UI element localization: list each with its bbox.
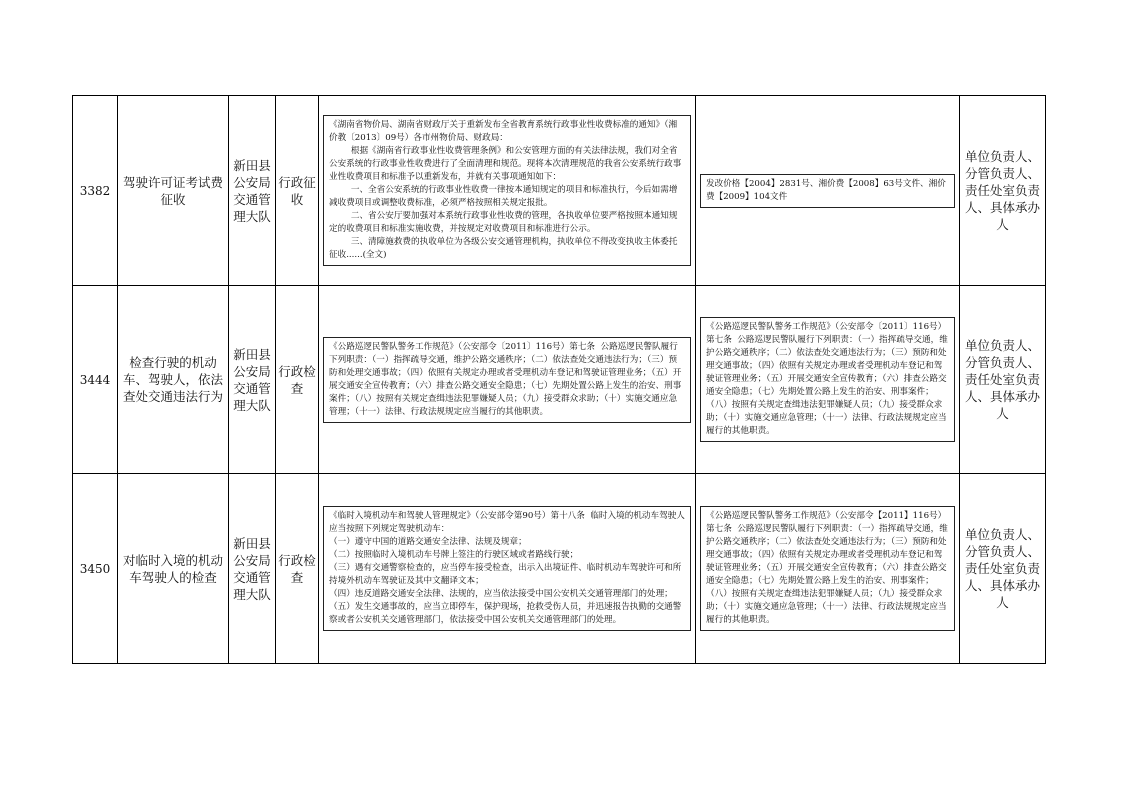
duty-box xyxy=(700,317,955,442)
basis-text: 《湖南省物价局、湖南省财政厅关于重新发布全省教育系统行政事业性收费标准的通知》（湘价教〔2013〕09号）各市州物价局、财政局： 根据《湖南省行政事业性收费管理条例》和公安管理方面的有关法律法规，我们对全省公安系统的行政事业性收费进行了全面清理和规范。现将本次清理规范的我省公安系统行政事业性收费项目和标准予以重新发布，并就有关事项通知如下： 一、全省公安系统的行政事业性收费一律按本通知规定的项目和标准执行，今后如需增减收费项目或调整收费标准，必须严格按照相关规定报批。 二、省公安厅要加强对本系统行政事业性收费的管理，各执收单位要严格按照本通知规定的收费项目和标准实施收费，并按规定对收费项目和标准进行公示。 三、清障施救费的执收单位为各级公安交通管理机构，执收单位不得改变执收主体委托征收......(全文) xyxy=(329,120,682,260)
duty-cell xyxy=(696,96,960,286)
department: 新田县公安局交通管理大队 xyxy=(229,286,276,474)
table-row xyxy=(73,474,1046,664)
power-type: 行政检查 xyxy=(276,474,319,664)
power-type: 行政检查 xyxy=(276,286,319,474)
basis-box xyxy=(323,506,691,631)
responsible-persons: 单位负责人、分管负责人、责任处室负责人、具体承办人 xyxy=(960,474,1046,664)
row-number: 3382 xyxy=(73,96,118,286)
basis-box xyxy=(323,337,691,423)
table-row xyxy=(73,286,1046,474)
basis-text: 《临时入境机动车和驾驶人管理规定》（公安部令第90号）第十八条 临时入境的机动车驾驶人应当按照下列规定驾驶机动车： （一）遵守中国的道路交通安全法律、法规及规章； （二）按照临时入境机动车号牌上签注的行驶区域或者路线行驶； （三）遇有交通警察检查的，应当停车接受检查，出示入出境证件、临时机动车驾驶许可和所持境外机动车驾驶证及其中文翻译文本； （四）违反道路交通安全法律、法规的，应当依法接受中国公安机关交通管理部门的处理； （五）发生交通事故的，应当立即停车，保护现场，抢救受伤人员，并迅速报告执勤的交通警察或者公安机关交通管理部门，依法接受中国公安机关交通管理部门的处理。 xyxy=(329,511,685,625)
duty-text: 发改价格【2004】2831号、湘价费【2008】63号文件、湘价费【2009】104文件 xyxy=(706,178,946,202)
duty-text: 《公路巡逻民警队警务工作规范》（公安部令〔2011〕116号）第七条 公路巡逻民警队履行下列职责：（一）指挥疏导交通，维护公路交通秩序；（二）依法查处交通违法行为；（三）预防和处理交通事故；（四）依照有关规定办理或者受理机动车登记和驾驶证管理业务；（五）开展交通安全宣传教育；（六）排查公路交通安全隐患；（七）先期处置公路上发生的治安、刑事案件；（八）按照有关规定查缉违法犯罪嫌疑人员；（九）接受群众求助；（十）实施交通应急管理；（十一）法律、行政法规规定应当履行的其他职责。 xyxy=(706,322,948,436)
department: 新田县公安局交通管理大队 xyxy=(229,96,276,286)
basis-cell xyxy=(319,474,696,664)
responsibility-table xyxy=(72,95,1046,664)
responsible-persons: 单位负责人、分管负责人、责任处室负责人、具体承办人 xyxy=(960,96,1046,286)
table-row xyxy=(73,96,1046,286)
duty-text: 《公路巡逻民警队警务工作规范》（公安部令【2011】116号）第七条 公路巡逻民警队履行下列职责：（一）指挥疏导交通，维护公路交通秩序；（二）依法查处交通违法行为；（三）预防和处理交通事故；（四）依照有关规定办理或者受理机动车登记和驾驶证管理业务；（五）开展交通安全宣传教育；（六）排查公路交通安全隐患；（七）先期处置公路上发生的治安、刑事案件；（八）按照有关规定查缉违法犯罪嫌疑人员；（九）接受群众求助；（十）实施交通应急管理；（十一）法律、行政法规规定应当履行的其他职责。 xyxy=(706,511,948,625)
duty-cell xyxy=(696,286,960,474)
item-name: 对临时入境的机动车驾驶人的检查 xyxy=(118,474,229,664)
duty-cell xyxy=(696,474,960,664)
row-number: 3450 xyxy=(73,474,118,664)
basis-cell xyxy=(319,286,696,474)
department: 新田县公安局交通管理大队 xyxy=(229,474,276,664)
row-number: 3444 xyxy=(73,286,118,474)
basis-box xyxy=(323,115,691,266)
duty-box xyxy=(700,174,955,208)
duty-box xyxy=(700,506,955,631)
item-name: 检查行驶的机动车、驾驶人，依法查处交通违法行为 xyxy=(118,286,229,474)
item-name: 驾驶许可证考试费征收 xyxy=(118,96,229,286)
responsible-persons: 单位负责人、分管负责人、责任处室负责人、具体承办人 xyxy=(960,286,1046,474)
basis-cell xyxy=(319,96,696,286)
power-type: 行政征收 xyxy=(276,96,319,286)
basis-text: 《公路巡逻民警队警务工作规范》（公安部令〔2011〕116号）第七条 公路巡逻民警队履行下列职责：（一）指挥疏导交通，维护公路交通秩序；（二）依法查处交通违法行为；（三）预防和处理交通事故；（四）依照有关规定办理或者受理机动车登记和驾驶证管理业务；（五）开展交通安全宣传教育；（六）排查公路交通安全隐患；（七）先期处置公路上发生的治安、刑事案件；（八）按照有关规定查缉违法犯罪嫌疑人员；（九）接受群众求助；（十）实施交通应急管理；（十一）法律、行政法规规定应当履行的其他职责。 xyxy=(329,341,682,417)
